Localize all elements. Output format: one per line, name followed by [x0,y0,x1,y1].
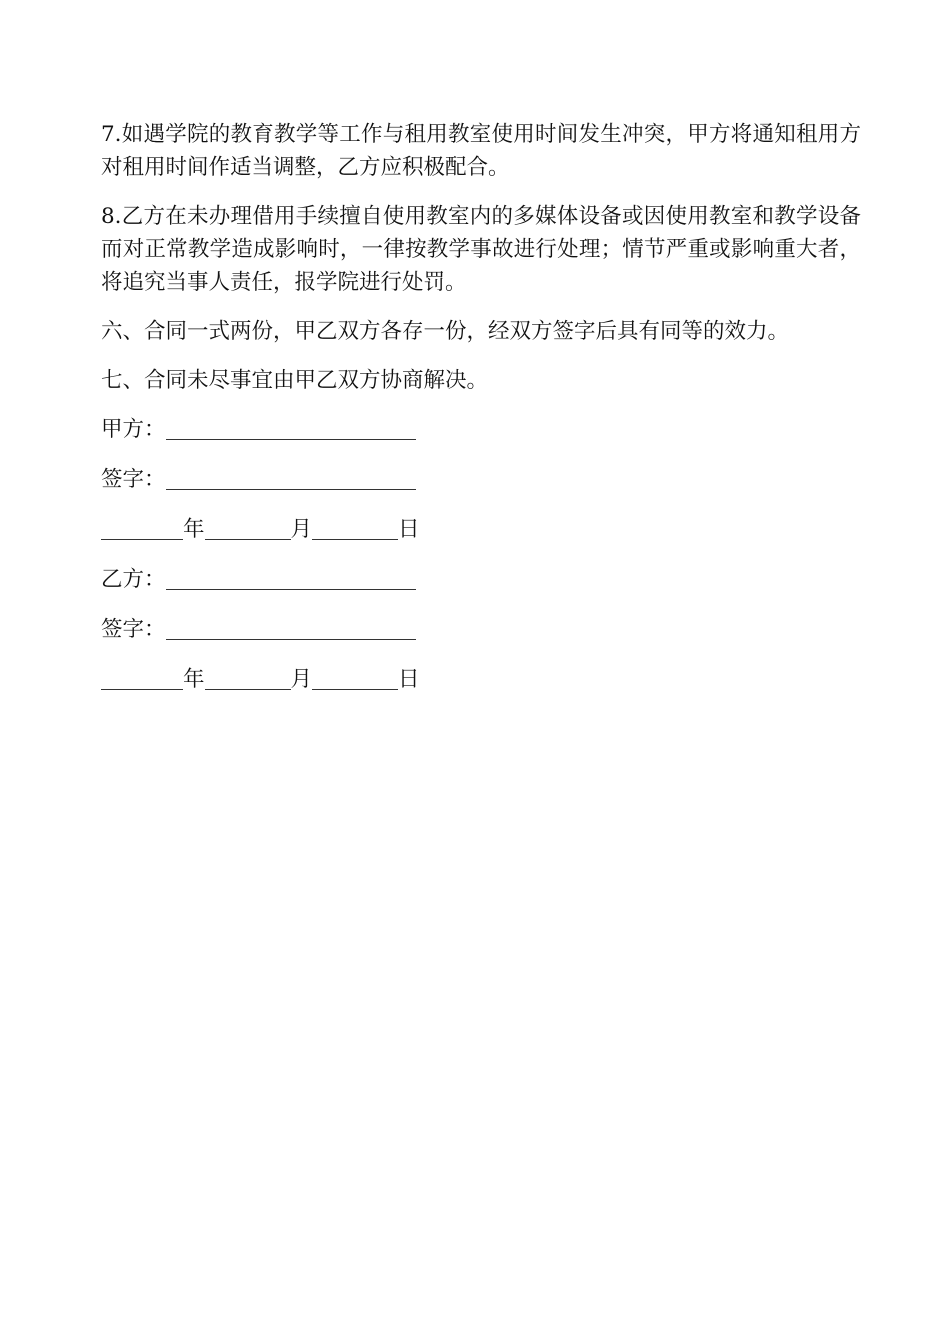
clause-8: 8.乙方在未办理借用手续擅自使用教室内的多媒体设备或因使用教室和教学设备而对正常教学造成影响时，一律按教学事故进行处理；情节严重或影响重大者，将追究当事人责任，报学院进行处罚。 [101,204,861,295]
party-a-sign-label: 签字： [101,467,166,492]
party-a-month-blank[interactable] [205,515,291,540]
party-a-sign-blank[interactable] [166,465,416,490]
party-b-sign-label: 签字： [101,617,166,642]
party-b-month-label: 月 [290,667,313,692]
clause-7: 7.如遇学院的教育教学等工作与租用教室使用时间发生冲突，甲方将通知租用方对租用时间作适当调整，乙方应积极配合。 [101,122,861,180]
party-a-blank[interactable] [166,415,416,440]
party-a-sign-line [101,463,861,496]
party-a-day-label: 日 [398,517,420,542]
party-a-year-label: 年 [183,517,205,542]
party-b-sign-blank[interactable] [166,615,416,640]
party-b-day-label: 日 [398,667,420,692]
party-a-line [101,413,861,446]
party-b-sign-line [101,613,861,646]
party-b-year-label: 年 [183,667,205,692]
party-b-date-line [101,663,861,696]
party-a-month-label: 月 [290,517,313,542]
party-a-day-blank[interactable] [312,515,398,540]
party-b-blank[interactable] [166,565,416,590]
party-b-line [101,563,861,596]
party-a-year-blank[interactable] [101,515,183,540]
party-b-month-blank[interactable] [205,665,291,690]
clause-seven: 七、合同未尽事宜由甲乙双方协商解决。 [101,368,489,393]
party-b-year-blank[interactable] [101,665,183,690]
clause-six: 六、合同一式两份，甲乙双方各存一份，经双方签字后具有同等的效力。 [101,319,790,344]
party-b-day-blank[interactable] [312,665,398,690]
party-b-label: 乙方： [101,567,166,592]
contract-page [101,118,861,713]
party-a-date-line [101,513,861,546]
party-a-label: 甲方： [101,417,166,442]
